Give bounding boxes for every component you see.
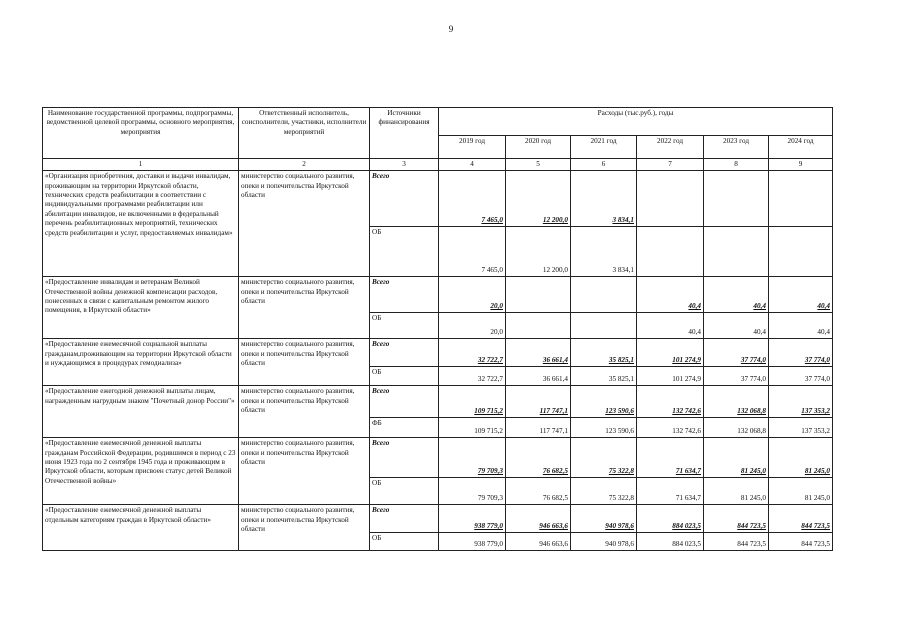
source-value: 132 068,8 <box>704 418 769 438</box>
source-value: 844 723,5 <box>704 533 769 551</box>
total-value: 40,4 <box>769 277 833 313</box>
total-value: 7 465,0 <box>439 171 506 227</box>
source-value: 938 779,0 <box>439 533 506 551</box>
responsible-executor: министерство социального развития, опеки и попечительства Иркутской области <box>239 277 370 339</box>
column-number: 4 <box>439 159 506 171</box>
header-name-column: Наименование государственной программы, подпрограммы, ведомственной целевой программы, основного мероприятия, мероприятия <box>43 108 239 159</box>
column-number: 8 <box>704 159 769 171</box>
total-label: Всего <box>370 505 439 533</box>
funding-source: ОБ <box>370 533 439 551</box>
total-value: 844 723,5 <box>769 505 833 533</box>
total-value: 32 722,7 <box>439 339 506 367</box>
total-value: 81 245,0 <box>769 438 833 478</box>
total-value: 101 274,9 <box>637 339 704 367</box>
total-value: 35 825,1 <box>571 339 637 367</box>
total-value: 844 723,5 <box>704 505 769 533</box>
responsible-executor: министерство социального развития, опеки и попечительства Иркутской области <box>239 171 370 277</box>
column-number: 2 <box>239 159 370 171</box>
total-value: 79 709,3 <box>439 438 506 478</box>
responsible-executor: министерство социального развития, опеки и попечительства Иркутской области <box>239 386 370 438</box>
source-value <box>571 313 637 339</box>
total-value: 81 245,0 <box>704 438 769 478</box>
activity-name: «Организация приобретения, доставки и выдачи инвалидам, проживающим на территории Иркутской области, технических средств реабилитации в соответствии с индивидуальными программами реабилитации или абилитации инвалидов, не включенными в федеральный перечень реабилитационных мероприятий, технических средств реабилитации и услуг, предоставляемых инвалидам» <box>43 171 239 277</box>
source-value <box>704 227 769 277</box>
column-number: 1 <box>43 159 239 171</box>
total-value: 76 682,5 <box>506 438 571 478</box>
funding-source: ФБ <box>370 418 439 438</box>
source-value: 101 274,9 <box>637 367 704 386</box>
responsible-executor: министерство социального развития, опеки и попечительства Иркутской области <box>239 438 370 505</box>
funding-source: ОБ <box>370 367 439 386</box>
expenses-table <box>42 107 833 551</box>
source-value: 7 465,0 <box>439 227 506 277</box>
total-value: 117 747,1 <box>506 386 571 418</box>
header-year: 2021 год <box>571 136 637 159</box>
funding-source: ОБ <box>370 478 439 505</box>
source-value: 40,4 <box>704 313 769 339</box>
source-value <box>637 227 704 277</box>
source-value: 71 634,7 <box>637 478 704 505</box>
total-value: 109 715,2 <box>439 386 506 418</box>
table-row <box>43 438 833 478</box>
table-row <box>43 277 833 313</box>
total-value: 946 663,6 <box>506 505 571 533</box>
funding-source: ОБ <box>370 227 439 277</box>
total-label: Всего <box>370 386 439 418</box>
activity-name: «Предоставление ежемесячной социальной выплаты гражданам,проживающим на территории Иркутской области и нуждающимся в процедурах гемодиализа» <box>43 339 239 386</box>
activity-name: «Предоставление инвалидам и ветеранам Великой Отечественной войны денежной компенсации расходов, понесенных в связи с капитальным ремонтом жилого помещения, в Иркутской области» <box>43 277 239 339</box>
total-label: Всего <box>370 438 439 478</box>
header-year: 2024 год <box>769 136 833 159</box>
header-source-column: Источники финансирования <box>370 108 439 159</box>
activity-name: «Предоставление ежегодной денежной выплаты лицам, награжденным нагрудным знаком "Почетный донор России"» <box>43 386 239 438</box>
total-value <box>571 277 637 313</box>
header-year: 2022 год <box>637 136 704 159</box>
source-value: 32 722,7 <box>439 367 506 386</box>
source-value: 946 663,6 <box>506 533 571 551</box>
source-value: 37 774,0 <box>704 367 769 386</box>
source-value: 81 245,0 <box>704 478 769 505</box>
source-value: 3 834,1 <box>571 227 637 277</box>
responsible-executor: министерство социального развития, опеки и попечительства Иркутской области <box>239 505 370 551</box>
source-value: 36 661,4 <box>506 367 571 386</box>
total-value: 37 774,0 <box>769 339 833 367</box>
activity-name: «Предоставление ежемесячной денежной выплаты отдельным категориям граждан в Иркутской области» <box>43 505 239 551</box>
source-value: 76 682,5 <box>506 478 571 505</box>
source-value: 117 747,1 <box>506 418 571 438</box>
source-value: 37 774,0 <box>769 367 833 386</box>
source-value: 79 709,3 <box>439 478 506 505</box>
source-value: 884 023,5 <box>637 533 704 551</box>
header-expenses: Расходы (тыс.руб.), годы <box>439 108 833 136</box>
total-value: 36 661,4 <box>506 339 571 367</box>
total-value: 12 200,0 <box>506 171 571 227</box>
source-value <box>506 313 571 339</box>
total-value: 132 742,6 <box>637 386 704 418</box>
total-value <box>704 171 769 227</box>
activity-name: «Предоставление ежемесячной денежной выплаты гражданам Российской Федерации, родившимся в период с 23 июня 1923 года по 2 сентября 1945 года и проживающим в Иркутской области, которым присвоен статус детей Великой Отечественной войны» <box>43 438 239 505</box>
column-number: 5 <box>506 159 571 171</box>
column-number: 6 <box>571 159 637 171</box>
total-value: 71 634,7 <box>637 438 704 478</box>
source-value: 81 245,0 <box>769 478 833 505</box>
total-value: 20,0 <box>439 277 506 313</box>
total-value <box>769 171 833 227</box>
total-value: 37 774,0 <box>704 339 769 367</box>
table-row <box>43 339 833 367</box>
source-value: 12 200,0 <box>506 227 571 277</box>
source-value: 40,4 <box>769 313 833 339</box>
column-number: 3 <box>370 159 439 171</box>
source-value: 40,4 <box>637 313 704 339</box>
header-year: 2019 год <box>439 136 506 159</box>
source-value: 132 742,6 <box>637 418 704 438</box>
source-value: 123 590,6 <box>571 418 637 438</box>
source-value: 75 322,8 <box>571 478 637 505</box>
header-executor-column: Ответственный исполнитель, соисполнители, участники, исполнители мероприятий <box>239 108 370 159</box>
total-label: Всего <box>370 339 439 367</box>
column-number: 7 <box>637 159 704 171</box>
total-value: 123 590,6 <box>571 386 637 418</box>
total-value: 884 023,5 <box>637 505 704 533</box>
header-year: 2020 год <box>506 136 571 159</box>
source-value: 109 715,2 <box>439 418 506 438</box>
total-value: 40,4 <box>637 277 704 313</box>
source-value: 137 353,2 <box>769 418 833 438</box>
page-number: 9 <box>448 24 454 34</box>
table-row <box>43 171 833 227</box>
total-value: 137 353,2 <box>769 386 833 418</box>
total-label: Всего <box>370 277 439 313</box>
responsible-executor: министерство социального развития, опеки и попечительства Иркутской области <box>239 339 370 386</box>
total-value <box>637 171 704 227</box>
source-value: 844 723,5 <box>769 533 833 551</box>
total-value: 938 779,0 <box>439 505 506 533</box>
column-number: 9 <box>769 159 833 171</box>
source-value <box>769 227 833 277</box>
total-label: Всего <box>370 171 439 227</box>
table-row <box>43 386 833 418</box>
source-value: 20,0 <box>439 313 506 339</box>
total-value: 132 068,8 <box>704 386 769 418</box>
total-value <box>506 277 571 313</box>
funding-source: ОБ <box>370 313 439 339</box>
table-row <box>43 505 833 533</box>
total-value: 3 834,1 <box>571 171 637 227</box>
source-value: 35 825,1 <box>571 367 637 386</box>
header-year: 2023 год <box>704 136 769 159</box>
total-value: 75 322,8 <box>571 438 637 478</box>
source-value: 940 978,6 <box>571 533 637 551</box>
total-value: 40,4 <box>704 277 769 313</box>
total-value: 940 978,6 <box>571 505 637 533</box>
